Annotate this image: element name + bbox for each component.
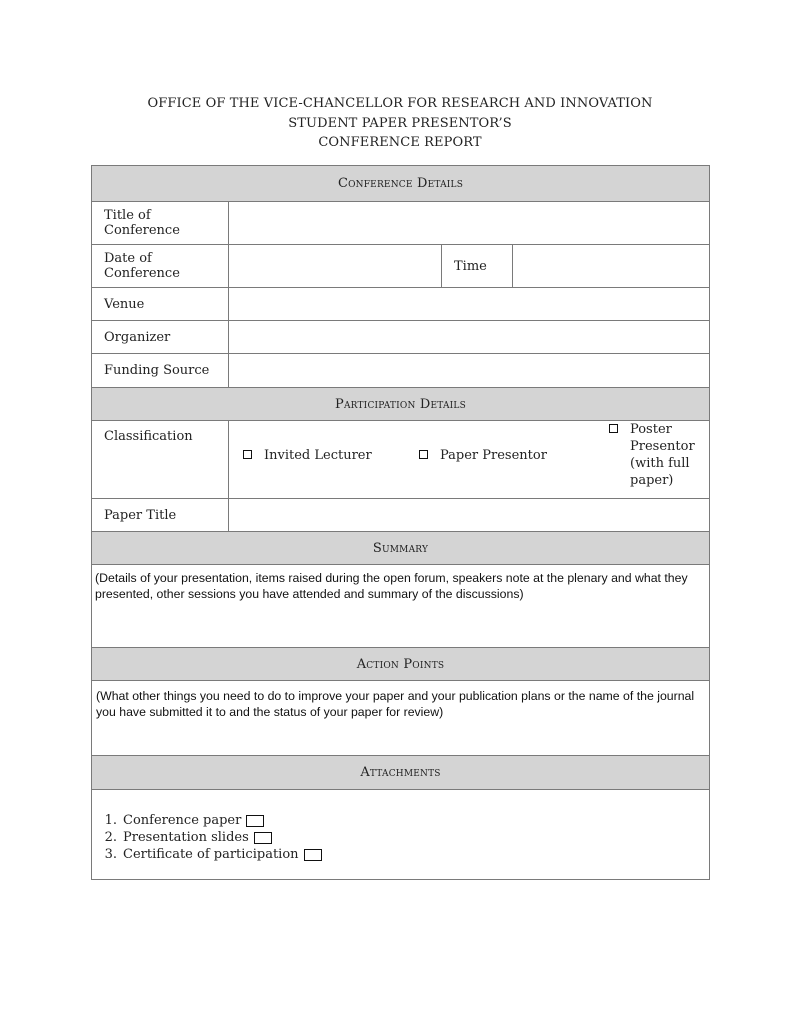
- section-heading: Conference Details: [92, 166, 710, 202]
- attachment-item: [92, 812, 709, 829]
- action-points-instructions: (What other things you need to do to improve your paper and your publication plans or the name of the journal you have submitted it to and the status of your paper for review): [96, 689, 695, 719]
- attachment-number: 3.: [104, 847, 117, 862]
- section-summary: [92, 532, 710, 565]
- attachment-number: 1.: [104, 813, 117, 828]
- section-action-points: [92, 648, 710, 681]
- attachments-list: [92, 812, 709, 863]
- attachment-checkbox[interactable]: [246, 815, 264, 827]
- section-attachments: [92, 756, 710, 790]
- title-of-conference-field[interactable]: [229, 202, 710, 245]
- section-heading: Participation Details: [92, 388, 710, 421]
- option-invited-lecturer[interactable]: [243, 447, 372, 464]
- organizer-field[interactable]: [229, 321, 710, 354]
- classification-options: [229, 421, 710, 499]
- row-action-points: [92, 681, 710, 756]
- summary-instructions: (Details of your presentation, items raised during the open forum, speakers note at the plenary and what they presented, other sessions you have attended and summary of the discussions): [95, 571, 688, 601]
- form-title: CONFERENCE REPORT: [318, 135, 482, 150]
- attachment-label: Presentation slides: [123, 830, 249, 845]
- section-heading: Action Points: [92, 648, 710, 681]
- row-date-of-conference: [92, 245, 710, 288]
- row-paper-title: [92, 499, 710, 532]
- checkbox-icon[interactable]: [609, 424, 618, 433]
- option-paper-presentor[interactable]: [419, 447, 547, 464]
- funding-source-label: Funding Source: [92, 354, 229, 388]
- organizer-label: Organizer: [92, 321, 229, 354]
- row-attachments: [92, 790, 710, 880]
- row-venue: [92, 288, 710, 321]
- date-of-conference-field[interactable]: [229, 245, 442, 288]
- attachment-number: 2.: [104, 830, 117, 845]
- summary-field[interactable]: [92, 565, 710, 648]
- row-title-of-conference: [92, 202, 710, 245]
- section-heading: Summary: [92, 532, 710, 565]
- classification-label: Classification: [92, 421, 229, 499]
- office-title: OFFICE OF THE VICE-CHANCELLOR FOR RESEARCH AND INNOVATION: [147, 96, 653, 111]
- venue-field[interactable]: [229, 288, 710, 321]
- attachment-label: Conference paper: [123, 813, 242, 828]
- option-label: Poster Presentor (with full paper): [630, 422, 695, 488]
- row-classification: [92, 421, 710, 499]
- option-poster-presentor[interactable]: [609, 421, 709, 489]
- time-field[interactable]: [513, 245, 710, 288]
- title-of-conference-label: Title of Conference: [92, 202, 229, 245]
- paper-title-label: Paper Title: [92, 499, 229, 532]
- attachments-list-cell: [92, 790, 710, 880]
- paper-title-field[interactable]: [229, 499, 710, 532]
- attachment-checkbox[interactable]: [254, 832, 272, 844]
- funding-source-field[interactable]: [229, 354, 710, 388]
- option-label: Paper Presentor: [440, 448, 547, 463]
- document-header: [0, 94, 800, 153]
- action-points-field[interactable]: [92, 681, 710, 756]
- time-label: Time: [442, 245, 513, 288]
- checkbox-icon[interactable]: [419, 450, 428, 459]
- row-organizer: [92, 321, 710, 354]
- attachment-checkbox[interactable]: [304, 849, 322, 861]
- section-heading: Attachments: [92, 756, 710, 790]
- row-summary: [92, 565, 710, 648]
- attachment-item: [92, 829, 709, 846]
- row-funding-source: [92, 354, 710, 388]
- date-of-conference-label: Date of Conference: [92, 245, 229, 288]
- section-participation-details: [92, 388, 710, 421]
- conference-report-form: [91, 165, 710, 880]
- option-label: Invited Lecturer: [264, 448, 372, 463]
- form-subtitle: STUDENT PAPER PRESENTOR’S: [288, 115, 512, 131]
- attachment-item: [92, 846, 709, 863]
- venue-label: Venue: [92, 288, 229, 321]
- section-conference-details: [92, 166, 710, 202]
- checkbox-icon[interactable]: [243, 450, 252, 459]
- attachment-label: Certificate of participation: [123, 847, 299, 862]
